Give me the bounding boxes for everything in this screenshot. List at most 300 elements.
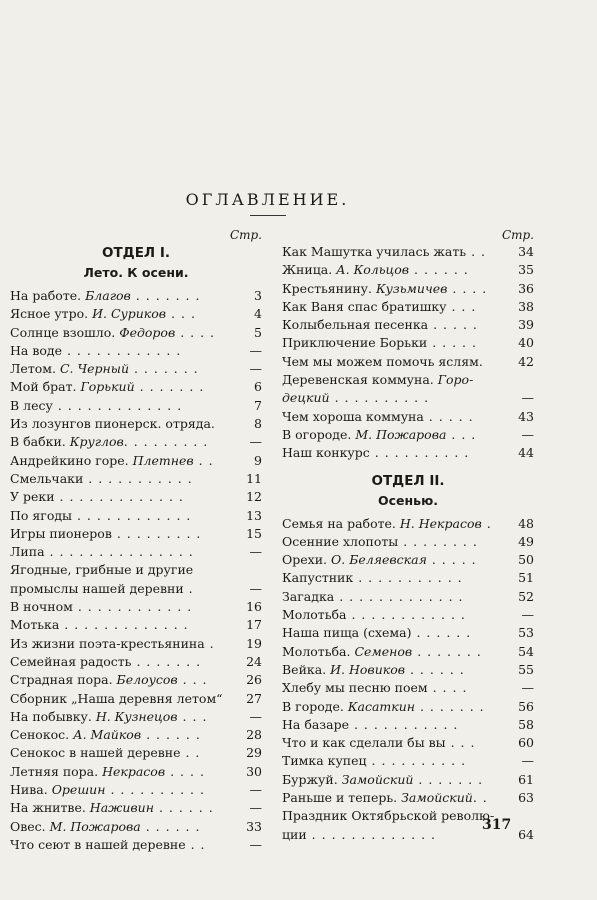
entry-text: [282, 280, 487, 298]
toc-entry: [10, 763, 262, 781]
toc-entry: [282, 444, 534, 462]
entry-title: Ягодные, грибные и другие: [10, 562, 194, 578]
entry-text: [10, 836, 206, 854]
entry-title: Смельчаки: [10, 470, 84, 486]
entry-text: [10, 378, 204, 396]
entry-page: —: [249, 342, 262, 358]
dot-leader: . . .: [177, 672, 208, 688]
entry-page: 56: [518, 698, 534, 714]
entry-title: Мой брат.: [10, 379, 77, 395]
entry-page: 13: [246, 507, 262, 523]
entry-text: [282, 515, 492, 533]
dot-leader: . . . . . . . . . . . .: [346, 607, 466, 623]
entry-title: Деревенская коммуна.: [282, 372, 434, 388]
entry-text: [10, 543, 194, 561]
entry-text: [282, 606, 466, 624]
toc-entry: [10, 726, 262, 744]
entry-text: [282, 826, 436, 844]
toc-entry: [10, 781, 262, 799]
toc-entry: [282, 334, 534, 352]
toc-entry: [10, 360, 262, 378]
entry-title: Хлебу мы песню поем: [282, 680, 428, 696]
entry-author: Плетнев: [132, 452, 194, 468]
entry-text: [10, 671, 208, 689]
entry-author: Семенов: [354, 643, 413, 659]
toc-entry: [282, 316, 534, 334]
entry-text: [282, 533, 478, 551]
entry-text: [282, 243, 486, 261]
dot-leader: . . . . . . . . . . . . .: [306, 826, 437, 842]
entry-title: Молотьба.: [282, 643, 351, 659]
entry-page: —: [521, 607, 534, 623]
entry-title: На побывку.: [10, 708, 92, 724]
toc-entry: [10, 397, 262, 415]
toc-entry: [282, 389, 534, 407]
dot-leader: . . . . . . .: [129, 361, 199, 377]
page-number: 317: [482, 817, 512, 833]
entry-title: Семейная радость: [10, 653, 132, 669]
entry-text: [10, 726, 201, 744]
toc-entry: [10, 543, 262, 561]
toc-entry: [10, 305, 262, 323]
dot-leader: . . . . . .: [405, 661, 465, 677]
dot-leader: . . .: [445, 735, 476, 751]
entry-title: Капустник: [282, 570, 354, 586]
toc-entry: [282, 426, 534, 444]
entry-page: 5: [254, 324, 262, 340]
entry-page: 51: [518, 570, 534, 586]
dot-leader: . . . . . . . .: [398, 533, 478, 549]
entry-page: 6: [254, 379, 262, 395]
entry-text: [282, 679, 467, 697]
toc-entry: [282, 353, 534, 371]
entry-title: Тимка купец: [282, 753, 367, 769]
entry-title: Ясное утро.: [10, 306, 89, 322]
dot-leader: . .: [466, 244, 486, 259]
entry-text: [282, 789, 488, 807]
entry-author: А. Кольцов: [336, 262, 410, 278]
dot-leader: . . . . . .: [153, 800, 214, 816]
entry-author: децкий: [282, 390, 330, 406]
entry-title: На работе.: [10, 288, 82, 303]
toc-right-column: [282, 228, 534, 844]
dot-leader: . . . . . . .: [415, 698, 485, 714]
entry-title: Летом.: [10, 361, 56, 377]
entry-title: Как Машутка училась жать: [282, 244, 467, 259]
entry-page: 44: [518, 445, 534, 461]
entry-title: Овес.: [10, 818, 46, 834]
dot-leader: . . . . . .: [141, 727, 201, 743]
entry-title: Наш конкурс: [282, 445, 370, 461]
entry-text: [282, 716, 458, 734]
entry-page: —: [249, 544, 262, 560]
entry-title: Буржуй.: [282, 771, 338, 787]
toc-entry-list: [282, 243, 534, 463]
entry-title: Из лозунгов пионерск. отряда: [10, 416, 211, 432]
entry-author: И. Суриков: [92, 306, 167, 322]
entry-author: Федоров: [119, 324, 176, 340]
entry-author: Наживин: [89, 800, 154, 816]
toc-entry: [282, 533, 534, 551]
entry-author: А. Майков: [73, 727, 142, 743]
entry-title: Праздник Октябрьской револю-: [282, 808, 495, 824]
entry-text: [282, 444, 469, 462]
dot-leader: . . . . . . . . . . .: [83, 470, 193, 486]
section-heading-2: ОТДЕЛ II.: [371, 472, 445, 489]
entry-title: По ягоды: [10, 507, 73, 523]
entry-title: Сенокос.: [10, 727, 70, 743]
entry-title: Чем хороша коммуна: [282, 408, 424, 424]
entry-page: 38: [518, 298, 534, 314]
entry-title: Приключение Борьки: [282, 335, 428, 351]
entry-text: [10, 818, 200, 836]
entry-author: Некрасов: [102, 763, 166, 779]
entry-page: —: [249, 836, 262, 852]
entry-text: [10, 635, 215, 653]
entry-text: [10, 763, 205, 781]
entry-title: Как Ваня спас братишку: [282, 298, 447, 314]
dot-leader: . . . . . . . . . . .: [348, 716, 459, 732]
toc-entry: [10, 818, 262, 836]
entry-page: 42: [518, 353, 534, 369]
toc-entry: [10, 415, 262, 433]
entry-page: 43: [518, 408, 534, 424]
entry-text: [10, 324, 215, 342]
entry-page: 27: [246, 690, 262, 706]
entry-page: 63: [518, 790, 534, 806]
entry-title: Колыбельная песенка: [282, 317, 429, 333]
entry-title: Семья на работе.: [282, 515, 396, 531]
dot-leader: . .: [472, 790, 488, 806]
dot-leader: . . .: [446, 298, 477, 314]
entry-title: Игры пионеров: [10, 525, 112, 541]
entry-title: Осенние хлопоты: [282, 533, 399, 549]
entry-text: [282, 334, 477, 352]
entry-author: О. Беляевская: [331, 552, 427, 568]
dot-leader: . . . . . . . . . . .: [353, 570, 463, 586]
dot-leader: . . . . . . .: [134, 379, 205, 395]
entry-author: М. Пожарова: [355, 426, 447, 442]
entry-text: [282, 569, 463, 587]
dot-leader: . .: [185, 836, 206, 852]
toc-entry: [10, 324, 262, 342]
dot-leader: . . . . . . . . . . . . .: [54, 489, 184, 505]
entry-page: 36: [518, 280, 534, 296]
entry-text: [10, 305, 196, 323]
entry-title: В лесу: [10, 397, 53, 413]
entry-author: Белоусов: [116, 672, 178, 688]
dot-leader: . . .: [177, 708, 208, 724]
entry-page: 52: [518, 588, 534, 604]
toc-entry: [10, 488, 262, 506]
page-column-label: Стр.: [501, 228, 534, 242]
entry-title: Вейка.: [282, 661, 327, 677]
entry-text: [282, 298, 476, 316]
entry-page: 29: [246, 745, 262, 761]
entry-text: [282, 698, 485, 716]
entry-title: Нива.: [10, 782, 48, 798]
toc-entry: [282, 624, 534, 642]
entry-title: Летняя пора.: [10, 763, 99, 779]
toc-entry: [10, 690, 262, 708]
dot-leader: . . . . . .: [411, 625, 472, 641]
entry-title: У реки: [10, 489, 55, 505]
entry-page: 34: [518, 244, 534, 259]
entry-title: В бабки.: [10, 434, 66, 450]
dot-leader: . . . .: [165, 763, 205, 779]
entry-page: 50: [518, 552, 534, 568]
dot-leader: . . . . .: [426, 552, 477, 568]
toc-heading: ОГЛАВЛЕНИЕ.: [185, 190, 350, 209]
toc-entry: [10, 580, 262, 598]
entry-author: Горький: [80, 379, 135, 395]
toc-entry: [10, 616, 262, 634]
entry-text: [10, 397, 182, 415]
toc-entry: [10, 598, 262, 616]
entry-text: [10, 452, 214, 470]
entry-title: промыслы нашей деревни: [10, 580, 184, 596]
dot-leader: .: [481, 515, 492, 531]
dot-leader: . . . . . . . . . . . . .: [334, 588, 464, 604]
entry-text: [10, 360, 199, 378]
toc-entry: [282, 551, 534, 569]
toc-entry: [282, 243, 534, 261]
toc-entry: [10, 342, 262, 360]
entry-page: 33: [246, 818, 262, 834]
entry-title: Солнце взошло.: [10, 324, 116, 340]
dot-leader: . . . .: [447, 280, 488, 296]
entry-page: 48: [518, 515, 534, 531]
entry-title: Липа: [10, 544, 45, 560]
entry-page: 16: [246, 599, 262, 615]
entry-author: Касаткин: [347, 698, 416, 714]
entry-text: [282, 353, 483, 371]
dot-leader: . . .: [166, 306, 196, 322]
toc-entry: [282, 588, 534, 606]
entry-title: Крестьянину.: [282, 280, 373, 296]
entry-text: [10, 781, 205, 799]
entry-title: Чем мы можем помочь яслям.: [282, 353, 483, 369]
entry-title: Что и как сделали бы вы: [282, 735, 446, 751]
entry-text: [10, 507, 191, 525]
section-heading-1: ОТДЕЛ I.: [102, 245, 170, 261]
entry-page: 54: [518, 643, 534, 659]
entry-page: 30: [246, 763, 262, 779]
toc-entry: [282, 679, 534, 697]
entry-author: Благов: [85, 288, 131, 303]
heading-rule: [250, 215, 286, 216]
dot-leader: . . . . . . . . . . . . .: [59, 617, 189, 633]
entry-title: Наша пища (схема): [282, 625, 412, 641]
toc-entry: [282, 261, 534, 279]
entry-text: [10, 525, 201, 543]
dot-leader: . .: [193, 452, 214, 468]
entry-text: [282, 371, 473, 389]
entry-page: 60: [518, 735, 534, 751]
entry-author: Кузьмичев: [376, 280, 448, 296]
entry-title: Сборник „Наша деревня летом“: [10, 690, 223, 706]
subsection-heading-2: Осенью.: [378, 492, 438, 508]
entry-text: [10, 653, 201, 671]
dot-leader: . . . . . . . . . . . .: [72, 599, 193, 615]
entry-page: 55: [518, 661, 534, 677]
entry-title: Из жизни поэта-крестьянина: [10, 635, 205, 651]
entry-text: [10, 799, 214, 817]
dot-leader: . . . . . .: [409, 262, 469, 278]
entry-author: С. Черный: [59, 361, 129, 377]
toc-entry: [282, 771, 534, 789]
entry-page: 3: [254, 288, 262, 303]
dot-leader: . . . . . . . . . .: [105, 782, 205, 798]
subsection-heading-1: Лето. К осени.: [83, 265, 189, 280]
entry-page: —: [521, 753, 534, 769]
toc-entry: [10, 836, 262, 854]
dot-leader: . . . . . . . . . .: [369, 445, 470, 461]
toc-entry: [282, 752, 534, 770]
entry-page: 11: [246, 470, 262, 486]
dot-leader: . . . . . . . . .: [111, 525, 202, 541]
toc-entry: [282, 371, 534, 389]
entry-page: 17: [246, 617, 262, 633]
entry-page: —: [249, 580, 262, 596]
toc-entry: [282, 569, 534, 587]
entry-title: На воде: [10, 342, 62, 358]
entry-title: Орехи.: [282, 552, 328, 568]
entry-title: Что сеют в нашей деревне: [10, 836, 186, 852]
dot-leader: . . . . . . . . . . . .: [61, 342, 182, 358]
entry-page: 12: [246, 489, 262, 505]
entry-page: 9: [254, 452, 262, 468]
toc-entry: [10, 507, 262, 525]
toc-entry: [10, 653, 262, 671]
toc-entry-list: [282, 515, 534, 844]
toc-entry: [10, 671, 262, 689]
entry-text: [282, 752, 466, 770]
toc-entry: [10, 287, 262, 305]
toc-entry: [10, 378, 262, 396]
entry-page: —: [249, 434, 262, 450]
toc-entry: [282, 515, 534, 533]
entry-title: Раньше и теперь.: [282, 790, 398, 806]
entry-title: ции: [282, 826, 307, 842]
entry-title: На базаре: [282, 716, 349, 732]
dot-leader: .: [183, 580, 194, 596]
entry-text: [10, 580, 194, 598]
entry-page: 53: [518, 625, 534, 641]
entry-text: [282, 661, 465, 679]
dot-leader: . . . . . . . . . . . . . . .: [44, 544, 194, 560]
toc-entry: [10, 635, 262, 653]
toc-entry: [282, 643, 534, 661]
entry-page: 7: [254, 397, 262, 413]
toc-entry: [282, 408, 534, 426]
entry-text: [282, 734, 475, 752]
dot-leader: . . . .: [175, 324, 216, 340]
toc-entry: [10, 799, 262, 817]
entry-title: В городе.: [282, 698, 344, 714]
toc-entry: [10, 561, 262, 579]
dot-leader: . . . . . . . . .: [123, 434, 209, 450]
entry-author: Замойский: [341, 771, 414, 787]
entry-title: Молотьба: [282, 607, 347, 623]
toc-entry: [10, 525, 262, 543]
toc-entry: [282, 606, 534, 624]
entry-text: [10, 342, 181, 360]
entry-author: Горо-: [437, 372, 474, 388]
entry-title: Мотька: [10, 617, 60, 633]
toc-entry: [10, 452, 262, 470]
entry-page: 49: [518, 533, 534, 549]
entry-author: Замойский: [401, 790, 473, 806]
toc-entry: [282, 280, 534, 298]
dot-leader: . . . . . .: [140, 818, 201, 834]
dot-leader: . . . . . . . . . .: [366, 753, 467, 769]
dot-leader: . . . . .: [428, 317, 478, 333]
entry-text: [10, 598, 192, 616]
entry-text: [282, 261, 469, 279]
dot-leader: .: [210, 416, 216, 432]
entry-text: [282, 624, 471, 642]
entry-text: [10, 287, 200, 305]
entry-author: М. Пожарова: [49, 818, 141, 834]
dot-leader: . . . . . . . . . . . .: [72, 507, 192, 523]
entry-author: И. Новиков: [330, 661, 406, 677]
entry-page: —: [521, 680, 534, 696]
dot-leader: .: [204, 635, 215, 651]
entry-text: [282, 643, 482, 661]
entry-page: —: [521, 426, 534, 442]
entry-page: 35: [518, 262, 534, 278]
toc-entry-list: [10, 287, 262, 854]
entry-text: [10, 708, 207, 726]
entry-text: [282, 389, 429, 407]
entry-page: —: [249, 782, 262, 798]
entry-text: [282, 551, 477, 569]
dot-leader: . . . . . . .: [412, 643, 482, 659]
entry-page: 64: [518, 826, 534, 842]
entry-text: [282, 771, 483, 789]
entry-text: [10, 561, 193, 579]
entry-text: [282, 426, 476, 444]
entry-text: [10, 488, 184, 506]
entry-title: Жница.: [282, 262, 333, 278]
entry-text: [10, 433, 208, 451]
page-column-label: Стр.: [229, 228, 262, 242]
entry-author: Н. Некрасов: [399, 515, 482, 531]
dot-leader: . . . . .: [427, 335, 477, 351]
entry-author: Круглов: [69, 434, 124, 450]
dot-leader: . . . . . . . . . .: [329, 390, 430, 406]
toc-entry: [10, 470, 262, 488]
entry-page: 15: [246, 525, 262, 541]
entry-text: [10, 690, 223, 708]
entry-title: Страдная пора.: [10, 672, 113, 688]
toc-entry: [282, 661, 534, 679]
toc-entry: [282, 734, 534, 752]
dot-leader: . .: [180, 745, 201, 761]
entry-page: 28: [246, 727, 262, 743]
entry-title: Андрейкино горе.: [10, 452, 129, 468]
entry-page: 61: [518, 771, 534, 787]
toc-left-column: [10, 228, 262, 854]
entry-text: [282, 588, 464, 606]
entry-author: Н. Кузнецов: [95, 708, 178, 724]
entry-page: 58: [518, 716, 534, 732]
toc-entry: [10, 433, 262, 451]
entry-page: 39: [518, 317, 534, 333]
entry-text: [10, 616, 189, 634]
entry-title: Сенокос в нашей деревне: [10, 745, 181, 761]
